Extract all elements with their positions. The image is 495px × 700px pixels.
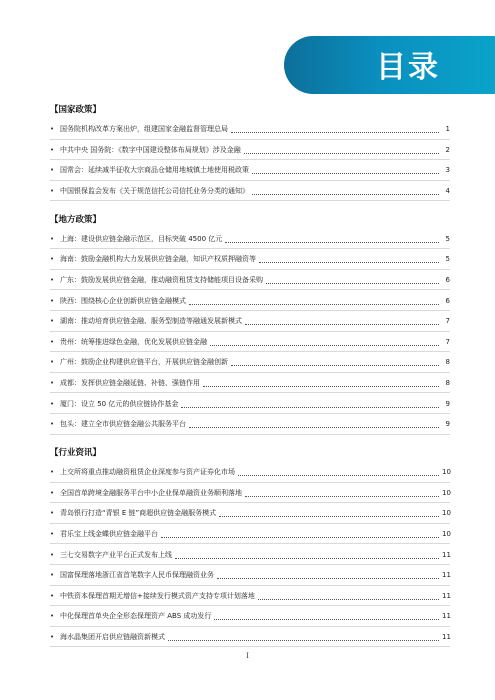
entry-page-number: 11	[442, 632, 451, 641]
dot-leader	[258, 593, 439, 600]
entry-title: 包头：建立全市供应链金融公共服务平台	[60, 420, 186, 429]
entry-title: 贵州：统筹推进绿色金融，优化发展供应链金融	[60, 337, 207, 346]
dot-leader	[231, 359, 439, 366]
dot-leader	[238, 469, 439, 476]
entry-title: 中国银保监会发布《关于规范信托公司信托业务分类的通知》	[60, 186, 249, 195]
entry-title: 青岛银行打造“青银 E 链”商超供应链金融服务模式	[60, 509, 217, 518]
bullet-icon: •	[50, 186, 55, 195]
entry-page-number: 8	[445, 358, 450, 367]
bullet-icon: •	[50, 488, 55, 497]
dot-leader	[175, 552, 439, 559]
bullet-icon: •	[50, 378, 55, 387]
entry-title: 国务院机构改革方案出炉，组建国家金融监督管理总局	[60, 125, 228, 133]
entry-title: 陕西：围绕核心企业创新供应链金融模式	[60, 296, 186, 305]
bullet-icon: •	[50, 125, 55, 133]
dot-leader	[252, 167, 439, 174]
entry-page-number: 10	[442, 509, 451, 518]
bullet-icon: •	[50, 234, 55, 243]
entry-title: 君乐宝上线金蝶供应链金融平台	[60, 529, 158, 538]
dot-leader	[231, 126, 439, 133]
entry-page-number: 11	[442, 612, 451, 621]
dot-leader	[259, 256, 439, 263]
dot-leader	[244, 147, 439, 154]
page-number: I	[246, 652, 249, 660]
entry-page-number: 3	[445, 166, 450, 175]
toc-entry[interactable]	[50, 399, 450, 409]
entry-title: 国富保理落地浙江省首笔数字人民币保理融资业务	[60, 571, 214, 580]
entry-page-number: 2	[445, 145, 450, 154]
dot-leader	[245, 490, 439, 497]
entry-page-number: 9	[445, 399, 450, 408]
dot-leader	[161, 531, 439, 538]
dot-leader	[203, 380, 439, 387]
dot-leader	[252, 188, 439, 195]
entry-page-number: 6	[445, 296, 450, 305]
section-title: 【行业资讯】	[50, 448, 102, 459]
bullet-icon: •	[50, 145, 55, 154]
entry-page-number: 10	[442, 529, 451, 538]
bullet-icon: •	[50, 296, 55, 305]
table-of-contents	[50, 104, 450, 660]
entry-page-number: 11	[442, 571, 451, 580]
toc-entry[interactable]	[50, 316, 450, 326]
entry-page-number: 6	[445, 275, 450, 284]
entry-title: 中化保理首单央企全形态保理资产 ABS 成功发行	[60, 612, 212, 621]
toc-entry[interactable]	[50, 165, 450, 175]
dot-leader	[168, 634, 439, 641]
toc-entry[interactable]	[50, 337, 450, 347]
entry-title: 成都：发挥供应链金融延链、补链、强链作用	[60, 378, 200, 387]
toc-entry[interactable]	[50, 296, 450, 306]
dot-leader	[219, 510, 439, 517]
bullet-icon: •	[50, 591, 55, 600]
entry-title: 上交所将重点推动融资租赁企业深度参与资产证券化市场	[60, 468, 235, 477]
bullet-icon: •	[50, 571, 55, 580]
toc-entry[interactable]	[50, 378, 450, 388]
entry-page-number: 10	[442, 488, 451, 497]
entry-title: 三七交易数字产业平台正式发布上线	[60, 550, 172, 559]
toc-entry[interactable]	[50, 550, 450, 560]
dot-leader	[266, 277, 439, 284]
entry-page-number: 11	[442, 591, 451, 600]
dot-leader	[181, 401, 439, 408]
toc-entry[interactable]	[50, 508, 450, 518]
bullet-icon: •	[50, 337, 55, 346]
dot-leader	[225, 236, 439, 243]
bullet-icon: •	[50, 358, 55, 367]
bullet-icon: •	[50, 550, 55, 559]
dot-leader	[189, 298, 439, 305]
section-title: 【国家政策】	[50, 105, 102, 115]
entry-title: 厦门：设立 50 亿元的供应链协作基金	[60, 399, 179, 408]
toc-entry[interactable]	[50, 124, 450, 134]
toc-entry[interactable]	[50, 254, 450, 264]
toc-entry[interactable]	[50, 419, 450, 429]
bullet-icon: •	[50, 275, 55, 284]
toc-entry[interactable]	[50, 591, 450, 601]
entry-title: 全国首单跨境金融服务平台中小企业保单融资业务顺利落地	[60, 488, 242, 497]
bullet-icon: •	[50, 255, 55, 264]
toc-section	[50, 447, 450, 642]
toc-section	[50, 104, 450, 196]
toc-entry[interactable]	[50, 145, 450, 155]
entry-title: 上海：建设供应链金融示范区，目标突破 4500 亿元	[60, 234, 223, 243]
bullet-icon: •	[50, 399, 55, 408]
toc-entry[interactable]	[50, 488, 450, 498]
bullet-icon: •	[50, 509, 55, 518]
toc-entry[interactable]	[50, 186, 450, 196]
dot-leader	[217, 572, 439, 579]
entry-page-number: 9	[445, 420, 450, 429]
toc-section	[50, 214, 450, 429]
toc-entry[interactable]	[50, 632, 450, 642]
entry-page-number: 7	[445, 317, 450, 326]
entry-page-number: 11	[442, 550, 451, 559]
toc-entry[interactable]	[50, 234, 450, 244]
bullet-icon: •	[50, 420, 55, 429]
entry-title: 中铁资本保理首期无增信+接续发行模式资产支持专项计划落地	[60, 591, 255, 600]
dot-leader	[214, 613, 439, 620]
dot-leader	[210, 339, 439, 346]
bullet-icon: •	[50, 612, 55, 621]
entry-page-number: 10	[442, 468, 451, 477]
entry-page-number: 7	[445, 337, 450, 346]
entry-title: 湖南：推动培育供应链金融、服务型制造等融通发展新模式	[60, 317, 242, 326]
bullet-icon: •	[50, 632, 55, 641]
entry-title: 中共中央 国务院：《数字中国建设整体布局规划》涉及金融	[60, 145, 241, 154]
dot-leader	[189, 421, 439, 428]
toc-entry[interactable]	[50, 467, 450, 477]
entry-page-number: 1	[445, 125, 450, 133]
toc-entry[interactable]	[50, 529, 450, 539]
toc-entry[interactable]	[50, 357, 450, 367]
bullet-icon: •	[50, 529, 55, 538]
dot-leader	[245, 318, 439, 325]
toc-entry[interactable]	[50, 611, 450, 621]
toc-entry[interactable]	[50, 570, 450, 580]
entry-title: 国常会：延续减半征收大宗商品仓储用地城镇土地使用税政策	[60, 166, 249, 175]
entry-title: 广东：鼓励发展供应链金融，推动融资租赁支持储能项目设备采购	[60, 275, 263, 284]
entry-title: 广州：鼓励企业构建供应链平台，开展供应链金融创新	[60, 358, 228, 367]
bullet-icon: •	[50, 317, 55, 326]
page-title: 目录	[376, 50, 440, 85]
toc-banner	[284, 36, 495, 94]
entry-page-number: 4	[445, 186, 450, 195]
toc-entry[interactable]	[50, 275, 450, 285]
section-title: 【地方政策】	[50, 214, 102, 225]
entry-title: 海水晶集团开启供应链融资新模式	[60, 632, 165, 641]
bullet-icon: •	[50, 166, 55, 175]
entry-page-number: 8	[445, 378, 450, 387]
entry-title: 海南：鼓励金融机构大力发展供应链金融，知识产权质押融资等	[60, 255, 256, 264]
entry-page-number: 5	[445, 234, 450, 243]
bullet-icon: •	[50, 468, 55, 477]
entry-page-number: 5	[445, 255, 450, 264]
